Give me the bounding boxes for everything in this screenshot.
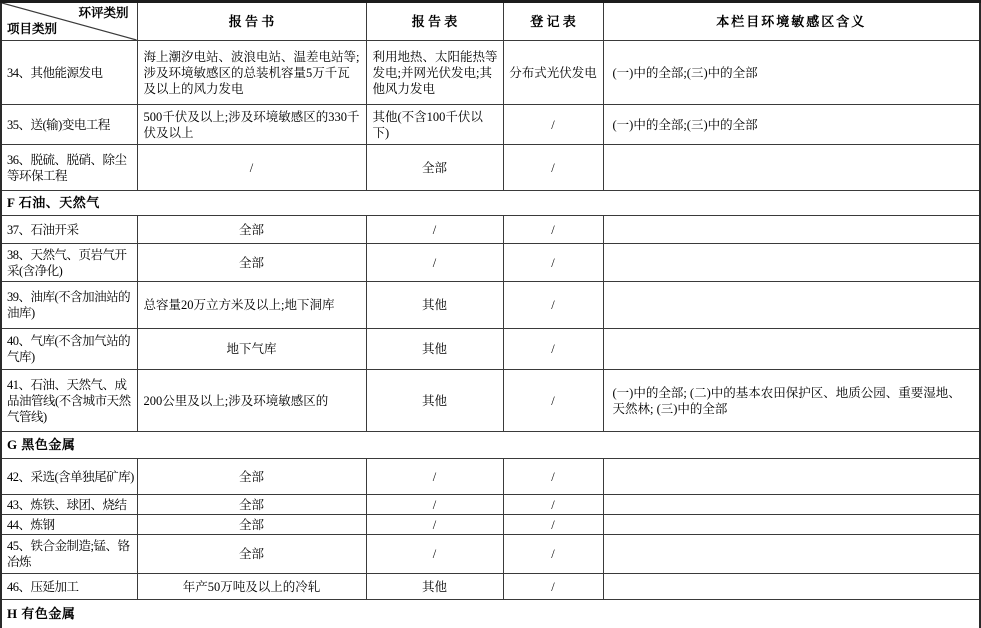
table-row xyxy=(1,515,980,535)
table-cell: 全部 xyxy=(137,244,366,282)
table-cell xyxy=(603,574,980,600)
table-cell: / xyxy=(366,216,503,244)
table-row xyxy=(1,145,980,191)
table-cell: 40、气库(不含加气站的气库) xyxy=(1,329,137,370)
table-cell: 34、其他能源发电 xyxy=(1,41,137,105)
corner-header-cell xyxy=(1,2,137,41)
table-cell: 45、铁合金制造;锰、铬冶炼 xyxy=(1,535,137,574)
table-cell: 41、石油、天然气、成品油管线(不含城市天然气管线) xyxy=(1,370,137,432)
table-row xyxy=(1,459,980,495)
column-header-report-form: 报 告 表 xyxy=(366,2,503,41)
table-row xyxy=(1,574,980,600)
table-cell: 全部 xyxy=(137,535,366,574)
table-cell xyxy=(603,145,980,191)
table-cell: 其他(不含100千伏以下) xyxy=(366,105,503,145)
section-row-label: G 黑色金属 xyxy=(1,432,980,459)
table-cell: (一)中的全部; (二)中的基本农田保护区、地质公园、重要湿地、天然林; (三)中的全部 xyxy=(603,370,980,432)
table-cell: / xyxy=(503,216,603,244)
table-cell: / xyxy=(503,535,603,574)
column-header-sensitive-area-meaning: 本栏目环境敏感区含义 xyxy=(603,2,980,41)
section-row-label: F 石油、天然气 xyxy=(1,191,980,216)
table-cell: / xyxy=(503,574,603,600)
table-cell: / xyxy=(366,244,503,282)
table-cell: / xyxy=(503,145,603,191)
table-cell xyxy=(603,515,980,535)
table-row xyxy=(1,495,980,515)
table-cell: 年产50万吨及以上的冷轧 xyxy=(137,574,366,600)
table-cell: / xyxy=(503,105,603,145)
table-cell xyxy=(603,329,980,370)
table-cell: 200公里及以上;涉及环境敏感区的 xyxy=(137,370,366,432)
table-cell: 42、采选(含单独尾矿库) xyxy=(1,459,137,495)
table-cell: 35、送(输)变电工程 xyxy=(1,105,137,145)
section-row xyxy=(1,432,980,459)
table-cell: / xyxy=(137,145,366,191)
table-cell: 37、石油开采 xyxy=(1,216,137,244)
table-cell: / xyxy=(503,244,603,282)
table-cell: / xyxy=(503,459,603,495)
table-cell: 其他 xyxy=(366,574,503,600)
table-cell: / xyxy=(503,495,603,515)
table-cell: 46、压延加工 xyxy=(1,574,137,600)
table-cell: 全部 xyxy=(137,495,366,515)
table-cell: / xyxy=(503,515,603,535)
table-cell: 36、脱硫、脱硝、除尘等环保工程 xyxy=(1,145,137,191)
section-row xyxy=(1,600,980,628)
table-cell: / xyxy=(366,459,503,495)
table-cell: / xyxy=(503,282,603,329)
table-cell: / xyxy=(503,370,603,432)
table-cell xyxy=(603,282,980,329)
table-cell xyxy=(603,535,980,574)
table-row xyxy=(1,216,980,244)
table-cell: (一)中的全部;(三)中的全部 xyxy=(603,105,980,145)
table-cell: 500千伏及以上;涉及环境敏感区的330千伏及以上 xyxy=(137,105,366,145)
column-header-registration-form: 登 记 表 xyxy=(503,2,603,41)
table-row xyxy=(1,41,980,105)
table-cell: 总容量20万立方米及以上;地下洞库 xyxy=(137,282,366,329)
table-cell: 全部 xyxy=(137,216,366,244)
table-cell: 其他 xyxy=(366,282,503,329)
table-cell: 地下气库 xyxy=(137,329,366,370)
table-row xyxy=(1,535,980,574)
table-row xyxy=(1,329,980,370)
table-cell xyxy=(603,216,980,244)
table-cell: 全部 xyxy=(137,459,366,495)
table-cell: 38、天然气、页岩气开采(含净化) xyxy=(1,244,137,282)
table-cell xyxy=(603,459,980,495)
table-cell: 其他 xyxy=(366,370,503,432)
section-row xyxy=(1,191,980,216)
corner-label-project-category: 项目类别 xyxy=(7,22,58,36)
table-cell: 分布式光伏发电 xyxy=(503,41,603,105)
table-cell: 全部 xyxy=(366,145,503,191)
table-cell xyxy=(603,244,980,282)
table-cell: 43、炼铁、球团、烧结 xyxy=(1,495,137,515)
column-header-report-book: 报 告 书 xyxy=(137,2,366,41)
table-cell xyxy=(603,495,980,515)
header-row xyxy=(1,2,980,41)
table-cell: / xyxy=(366,495,503,515)
table-cell: 海上潮汐电站、波浪电站、温差电站等;涉及环境敏感区的总装机容量5万千瓦及以上的风力发电 xyxy=(137,41,366,105)
table-body xyxy=(1,41,980,628)
section-row-label: H 有色金属 xyxy=(1,600,980,628)
table-row xyxy=(1,105,980,145)
table-cell: / xyxy=(503,329,603,370)
corner-label-assessment-category: 环评类别 xyxy=(78,6,129,20)
table-cell: 利用地热、太阳能热等发电;并网光伏发电;其他风力发电 xyxy=(366,41,503,105)
table-cell: 全部 xyxy=(137,515,366,535)
table-cell: (一)中的全部;(三)中的全部 xyxy=(603,41,980,105)
table-row xyxy=(1,282,980,329)
table-row xyxy=(1,244,980,282)
table-cell: / xyxy=(366,515,503,535)
table-cell: 其他 xyxy=(366,329,503,370)
table-cell: / xyxy=(366,535,503,574)
table-row xyxy=(1,370,980,432)
table-cell: 39、油库(不含加油站的油库) xyxy=(1,282,137,329)
table-cell: 44、炼钢 xyxy=(1,515,137,535)
